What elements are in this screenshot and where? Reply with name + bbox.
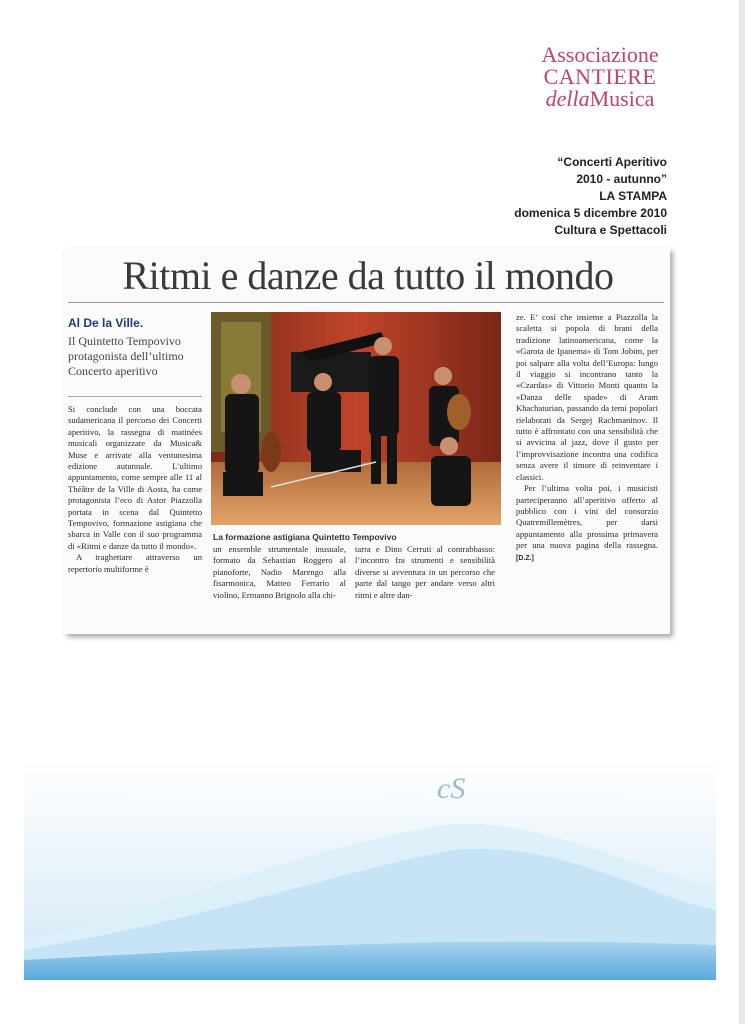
column-4-text-b [516,483,658,564]
meta-line-4: domenica 5 dicembre 2010 [514,206,667,220]
meta-line-3: LA STAMPA [599,189,667,203]
page-edge [739,0,745,1024]
article-headline: Ritmi e danze da tutto il mondo [122,253,614,298]
photo-illustration [211,312,501,525]
column-4-text: ze. E’ così che insieme a Piazzolla la scaletta si popola di brani della tradizione latinoamericana, come la «Garota de Ipanema» di Tom Jobim, per poi salpare alla volta dell’Europa: lungo il viaggio si incontrano tanto la «Czardas» di Vittorio Monti quanto la «Danza delle spade» di Aram Khachaturian, passando da temi popolari rielaborati da Sergej Rachmaninov. Il tutto è affrontato con una sensibilità che si avvicina al jazz, dove il gusto per l’improvvisazione incontra una codifica senza avere il timore di reinventare i classici. [516,312,658,482]
meta-line-5: Cultura e Spettacoli [554,223,667,237]
newspaper-clipping [64,248,670,634]
photo-caption: La formazione astigiana Quintetto Tempovivo [213,532,397,542]
meta-line-1: “Concerti Aperitivo [557,155,667,169]
article-column-2: un ensemble strumentale inusuale, formato da Sebastian Roggero al pianoforte, Nadio Marengo alla fisarmonica, Matteo Ferrario al violino, Ermanno Brignolo alla chi- [213,544,346,600]
decorative-wave [24,760,716,980]
column-4-text-b-body: Per l’ultima volta poi, i musicisti parteciperanno all’aperitivo offerto al pubblico con i vini del consorzio Quatremillemètres, per darsi appuntamento alla prossima primavera per una nuova pagina della rassegna. [516,483,658,551]
article-column-4 [516,312,658,564]
column-1-text: Si conclude con una boccata sudamericana il percorso dei Concerti aperitivo, la rassegna di matinées musicali organizzate da Musica& Muse e arrivate alla ventunesima edizione autunnale. L’ultimo appuntamento, come sempre alle 11 al Théâtre de la Ville di Aosta, ha come protagonista l’eco di Astor Piazzolla portata in scena dal Quintetto Tempovivo, formazione astigiana che sbarca in Valle con il suo programma di «Ritmi e danze da tutto il mondo». [68,404,202,551]
wave-illustration [24,760,716,980]
association-logo [520,44,680,110]
article-subhead: Il Quintetto Tempovivo protagonista dell’ultimo Concerto aperitivo [68,334,184,378]
article-signature: [D.Z.] [516,554,534,562]
column-1-text-b: A traghettare attraverso un repertorio multiforme è [68,552,202,574]
logo-line-3-italic: della [545,86,590,111]
logo-line-3-text: Musica [589,86,655,111]
press-reference [514,154,667,239]
monogram-watermark: cS [437,772,466,805]
meta-line-2: 2010 - autunno” [576,172,667,186]
logo-line-2: CANTIERE [543,64,657,89]
article-kicker: Al De la Ville. [68,316,144,330]
subhead-rule [68,396,202,397]
article-column-3: tarra e Dino Cerruti al contrabbasso: l’incontro fra strumenti e sensibilità diverse si avventura in un percorso che parte dal tango per andare verso altri ritmi e altre dan- [355,544,495,600]
logo-line-1: Associazione [541,42,659,67]
logo-line-3 [520,88,680,110]
ensemble-photo [211,312,501,525]
headline-rule [68,302,664,303]
article-column-1 [68,404,202,575]
